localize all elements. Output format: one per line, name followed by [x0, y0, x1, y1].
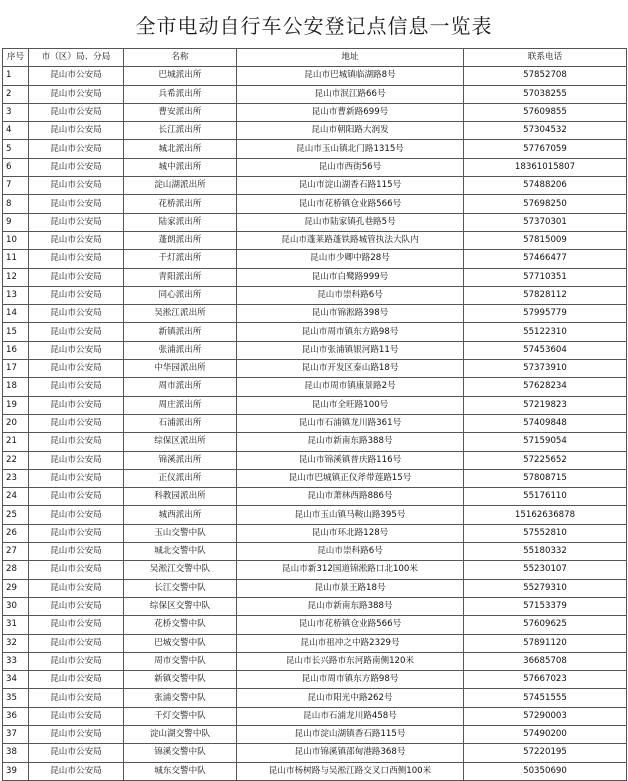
cell-address: 昆山市崇科路6号: [237, 543, 464, 561]
cell-address: 昆山市曹新路699号: [237, 103, 464, 121]
cell-index: 39: [3, 762, 29, 780]
cell-index: 7: [3, 177, 29, 195]
table-row: [3, 543, 627, 561]
table-row: [3, 762, 627, 780]
cell-name: 玉山交警中队: [124, 524, 237, 542]
header-phone: 联系电话: [464, 49, 627, 67]
table-header-row: [3, 49, 627, 67]
page-title: 全市电动自行车公安登记点信息一览表: [135, 13, 493, 38]
cell-index: 19: [3, 396, 29, 414]
cell-bureau: 昆山市公安局: [29, 286, 124, 304]
cell-address: 昆山市开发区泰山路18号: [237, 360, 464, 378]
cell-address: 昆山市朝阳路大润发: [237, 122, 464, 140]
cell-index: 25: [3, 506, 29, 524]
table-row: [3, 488, 627, 506]
cell-index: 33: [3, 652, 29, 670]
cell-name: 淀山湖派出所: [124, 177, 237, 195]
cell-phone: 57828112: [464, 286, 627, 304]
table-row: [3, 689, 627, 707]
cell-bureau: 昆山市公安局: [29, 360, 124, 378]
table-row: [3, 414, 627, 432]
header-name: 名称: [124, 49, 237, 67]
cell-bureau: 昆山市公安局: [29, 158, 124, 176]
cell-bureau: 昆山市公安局: [29, 616, 124, 634]
cell-bureau: 昆山市公安局: [29, 597, 124, 615]
table-row: [3, 122, 627, 140]
cell-bureau: 昆山市公安局: [29, 250, 124, 268]
cell-phone: 57609855: [464, 103, 627, 121]
cell-index: 26: [3, 524, 29, 542]
cell-address: 昆山市景王路18号: [237, 579, 464, 597]
cell-name: 张浦派出所: [124, 341, 237, 359]
cell-bureau: 昆山市公安局: [29, 652, 124, 670]
cell-index: 6: [3, 158, 29, 176]
table-row: [3, 433, 627, 451]
cell-phone: 18361015807: [464, 158, 627, 176]
cell-bureau: 昆山市公安局: [29, 396, 124, 414]
cell-address: 昆山市萧林西路886号: [237, 488, 464, 506]
cell-name: 周市交警中队: [124, 652, 237, 670]
cell-phone: 55279310: [464, 579, 627, 597]
table-row: [3, 451, 627, 469]
cell-index: 17: [3, 360, 29, 378]
cell-name: 吴淞江派出所: [124, 305, 237, 323]
cell-bureau: 昆山市公安局: [29, 744, 124, 762]
cell-index: 31: [3, 616, 29, 634]
table-row: [3, 671, 627, 689]
cell-address: 昆山市淀山湖镇香石路115号: [237, 725, 464, 743]
cell-phone: 57698250: [464, 195, 627, 213]
cell-bureau: 昆山市公安局: [29, 195, 124, 213]
cell-address: 昆山市阳光中路262号: [237, 689, 464, 707]
cell-phone: 55176110: [464, 488, 627, 506]
cell-phone: 57373910: [464, 360, 627, 378]
table-row: [3, 85, 627, 103]
cell-phone: 57466477: [464, 250, 627, 268]
cell-phone: 57552810: [464, 524, 627, 542]
cell-name: 周庄派出所: [124, 396, 237, 414]
cell-address: 昆山市新南东路388号: [237, 433, 464, 451]
cell-index: 27: [3, 543, 29, 561]
cell-bureau: 昆山市公安局: [29, 433, 124, 451]
cell-name: 正仪派出所: [124, 469, 237, 487]
cell-bureau: 昆山市公安局: [29, 122, 124, 140]
cell-bureau: 昆山市公安局: [29, 414, 124, 432]
cell-index: 21: [3, 433, 29, 451]
cell-name: 新镇交警中队: [124, 671, 237, 689]
table-row: [3, 469, 627, 487]
cell-index: 16: [3, 341, 29, 359]
cell-phone: 57808715: [464, 469, 627, 487]
cell-phone: 57710351: [464, 268, 627, 286]
cell-index: 35: [3, 689, 29, 707]
cell-bureau: 昆山市公安局: [29, 140, 124, 158]
table-row: [3, 652, 627, 670]
cell-address: 昆山市泯江路66号: [237, 85, 464, 103]
cell-name: 花桥交警中队: [124, 616, 237, 634]
table-row: [3, 616, 627, 634]
cell-phone: 57488206: [464, 177, 627, 195]
cell-index: 37: [3, 725, 29, 743]
cell-name: 吴淞江交警中队: [124, 561, 237, 579]
cell-index: 36: [3, 707, 29, 725]
cell-index: 23: [3, 469, 29, 487]
table-row: [3, 634, 627, 652]
cell-bureau: 昆山市公安局: [29, 579, 124, 597]
cell-bureau: 昆山市公安局: [29, 213, 124, 231]
cell-index: 30: [3, 597, 29, 615]
cell-bureau: 昆山市公安局: [29, 707, 124, 725]
cell-bureau: 昆山市公安局: [29, 103, 124, 121]
cell-phone: 57767059: [464, 140, 627, 158]
cell-index: 15: [3, 323, 29, 341]
cell-index: 2: [3, 85, 29, 103]
cell-bureau: 昆山市公安局: [29, 323, 124, 341]
cell-name: 青阳派出所: [124, 268, 237, 286]
table-row: [3, 231, 627, 249]
cell-address: 昆山市环北路128号: [237, 524, 464, 542]
cell-address: 昆山市巴城镇临湖路8号: [237, 67, 464, 85]
table-row: [3, 725, 627, 743]
cell-bureau: 昆山市公安局: [29, 488, 124, 506]
cell-bureau: 昆山市公安局: [29, 725, 124, 743]
cell-address: 昆山市新312国道锦淞路口北100米: [237, 561, 464, 579]
cell-address: 昆山市全旺路100号: [237, 396, 464, 414]
cell-phone: 15162636878: [464, 506, 627, 524]
cell-name: 综保区派出所: [124, 433, 237, 451]
cell-phone: 57409848: [464, 414, 627, 432]
header-bureau: 市（区）局、分局: [29, 49, 124, 67]
cell-phone: 57220195: [464, 744, 627, 762]
cell-phone: 57667023: [464, 671, 627, 689]
cell-address: 昆山市周市镇东方路98号: [237, 671, 464, 689]
cell-name: 巴城派出所: [124, 67, 237, 85]
cell-index: 24: [3, 488, 29, 506]
cell-name: 陆家派出所: [124, 213, 237, 231]
cell-address: 昆山市石浦龙川路458号: [237, 707, 464, 725]
cell-bureau: 昆山市公安局: [29, 506, 124, 524]
cell-name: 曹安派出所: [124, 103, 237, 121]
cell-phone: 55230107: [464, 561, 627, 579]
cell-address: 昆山市张浦镇银河路11号: [237, 341, 464, 359]
table-row: [3, 396, 627, 414]
registration-points-table: [2, 48, 627, 781]
cell-phone: 57490200: [464, 725, 627, 743]
cell-address: 昆山市锦淞路398号: [237, 305, 464, 323]
cell-bureau: 昆山市公安局: [29, 689, 124, 707]
table-row: [3, 177, 627, 195]
cell-index: 4: [3, 122, 29, 140]
cell-index: 12: [3, 268, 29, 286]
cell-name: 城东交警中队: [124, 762, 237, 780]
cell-index: 20: [3, 414, 29, 432]
table-row: [3, 378, 627, 396]
table-row: [3, 744, 627, 762]
cell-bureau: 昆山市公安局: [29, 469, 124, 487]
cell-name: 科教园派出所: [124, 488, 237, 506]
cell-index: 22: [3, 451, 29, 469]
cell-name: 城北派出所: [124, 140, 237, 158]
cell-bureau: 昆山市公安局: [29, 543, 124, 561]
table-row: [3, 561, 627, 579]
cell-name: 新镇派出所: [124, 323, 237, 341]
cell-name: 巴城交警中队: [124, 634, 237, 652]
table-row: [3, 506, 627, 524]
cell-address: 昆山市巴城镇正仪斧带莲路15号: [237, 469, 464, 487]
cell-name: 石浦派出所: [124, 414, 237, 432]
cell-bureau: 昆山市公安局: [29, 378, 124, 396]
cell-address: 昆山市长兴路市东河路南侧120米: [237, 652, 464, 670]
cell-index: 32: [3, 634, 29, 652]
cell-address: 昆山市周市镇康景路2号: [237, 378, 464, 396]
cell-address: 昆山市蓬莱路蓬铁路城管执法大队内: [237, 231, 464, 249]
cell-phone: 57815009: [464, 231, 627, 249]
cell-phone: 55122310: [464, 323, 627, 341]
cell-address: 昆山市杨树路与吴淞江路交叉口西侧100米: [237, 762, 464, 780]
cell-phone: 57628234: [464, 378, 627, 396]
cell-address: 昆山市玉山镇北门路1315号: [237, 140, 464, 158]
table-row: [3, 341, 627, 359]
cell-bureau: 昆山市公安局: [29, 671, 124, 689]
cell-phone: 36685708: [464, 652, 627, 670]
cell-address: 昆山市陆家镇孔巷路5号: [237, 213, 464, 231]
cell-address: 昆山市花桥镇仓业路566号: [237, 616, 464, 634]
table-row: [3, 250, 627, 268]
cell-address: 昆山市玉山镇马鞍山路395号: [237, 506, 464, 524]
cell-bureau: 昆山市公安局: [29, 524, 124, 542]
table-row: [3, 597, 627, 615]
cell-address: 昆山市新南东路388号: [237, 597, 464, 615]
table-body: [3, 67, 627, 781]
cell-address: 昆山市淀山湖香石路115号: [237, 177, 464, 195]
cell-phone: 57995779: [464, 305, 627, 323]
cell-phone: 57451555: [464, 689, 627, 707]
header-index: 序号: [3, 49, 29, 67]
table-row: [3, 195, 627, 213]
cell-name: 张浦交警中队: [124, 689, 237, 707]
table-row: [3, 579, 627, 597]
cell-bureau: 昆山市公安局: [29, 85, 124, 103]
cell-index: 13: [3, 286, 29, 304]
cell-name: 淀山湖交警中队: [124, 725, 237, 743]
cell-name: 同心派出所: [124, 286, 237, 304]
cell-index: 9: [3, 213, 29, 231]
cell-bureau: 昆山市公安局: [29, 341, 124, 359]
cell-name: 花桥派出所: [124, 195, 237, 213]
cell-address: 昆山市白鹭路999号: [237, 268, 464, 286]
table-row: [3, 213, 627, 231]
table-row: [3, 158, 627, 176]
cell-name: 综保区交警中队: [124, 597, 237, 615]
cell-phone: 57304532: [464, 122, 627, 140]
table-row: [3, 268, 627, 286]
cell-bureau: 昆山市公安局: [29, 451, 124, 469]
cell-phone: 57609625: [464, 616, 627, 634]
cell-index: 1: [3, 67, 29, 85]
cell-index: 29: [3, 579, 29, 597]
cell-address: 昆山市崇科路6号: [237, 286, 464, 304]
cell-bureau: 昆山市公安局: [29, 231, 124, 249]
cell-name: 中华园派出所: [124, 360, 237, 378]
cell-address: 昆山市锦溪镇邵甸港路368号: [237, 744, 464, 762]
cell-name: 蓬朗派出所: [124, 231, 237, 249]
cell-phone: 57891120: [464, 634, 627, 652]
cell-name: 锦溪派出所: [124, 451, 237, 469]
cell-name: 长江交警中队: [124, 579, 237, 597]
table-row: [3, 103, 627, 121]
cell-phone: 57370301: [464, 213, 627, 231]
cell-index: 28: [3, 561, 29, 579]
cell-bureau: 昆山市公安局: [29, 67, 124, 85]
table-row: [3, 360, 627, 378]
cell-bureau: 昆山市公安局: [29, 305, 124, 323]
table-row: [3, 323, 627, 341]
cell-index: 5: [3, 140, 29, 158]
cell-index: 3: [3, 103, 29, 121]
cell-name: 城西派出所: [124, 506, 237, 524]
cell-name: 城北交警中队: [124, 543, 237, 561]
header-address: 地址: [237, 49, 464, 67]
cell-index: 10: [3, 231, 29, 249]
cell-index: 34: [3, 671, 29, 689]
table-row: [3, 524, 627, 542]
cell-address: 昆山市石浦镇龙川路361号: [237, 414, 464, 432]
cell-name: 长江派出所: [124, 122, 237, 140]
cell-phone: 57290003: [464, 707, 627, 725]
cell-address: 昆山市祖冲之中路2329号: [237, 634, 464, 652]
cell-index: 8: [3, 195, 29, 213]
cell-address: 昆山市周市镇东方路98号: [237, 323, 464, 341]
cell-phone: 55180332: [464, 543, 627, 561]
cell-address: 昆山市花桥镇仓业路566号: [237, 195, 464, 213]
cell-index: 14: [3, 305, 29, 323]
cell-phone: 57153379: [464, 597, 627, 615]
cell-phone: 57219823: [464, 396, 627, 414]
table-row: [3, 140, 627, 158]
cell-phone: 57225652: [464, 451, 627, 469]
table-row: [3, 707, 627, 725]
cell-bureau: 昆山市公安局: [29, 268, 124, 286]
table-row: [3, 305, 627, 323]
cell-bureau: 昆山市公安局: [29, 634, 124, 652]
cell-phone: 57453604: [464, 341, 627, 359]
cell-phone: 57159054: [464, 433, 627, 451]
cell-name: 兵希派出所: [124, 85, 237, 103]
cell-bureau: 昆山市公安局: [29, 177, 124, 195]
cell-name: 千灯交警中队: [124, 707, 237, 725]
cell-address: 昆山市少卿中路28号: [237, 250, 464, 268]
cell-name: 城中派出所: [124, 158, 237, 176]
cell-address: 昆山市西街56号: [237, 158, 464, 176]
table-row: [3, 67, 627, 85]
cell-address: 昆山市锦溪镇普庆路116号: [237, 451, 464, 469]
table-row: [3, 286, 627, 304]
cell-bureau: 昆山市公安局: [29, 561, 124, 579]
cell-name: 千灯派出所: [124, 250, 237, 268]
cell-index: 18: [3, 378, 29, 396]
cell-phone: 50350690: [464, 762, 627, 780]
cell-bureau: 昆山市公安局: [29, 762, 124, 780]
cell-index: 11: [3, 250, 29, 268]
cell-phone: 57038255: [464, 85, 627, 103]
cell-name: 周市派出所: [124, 378, 237, 396]
cell-index: 38: [3, 744, 29, 762]
cell-phone: 57852708: [464, 67, 627, 85]
cell-name: 锦溪交警中队: [124, 744, 237, 762]
